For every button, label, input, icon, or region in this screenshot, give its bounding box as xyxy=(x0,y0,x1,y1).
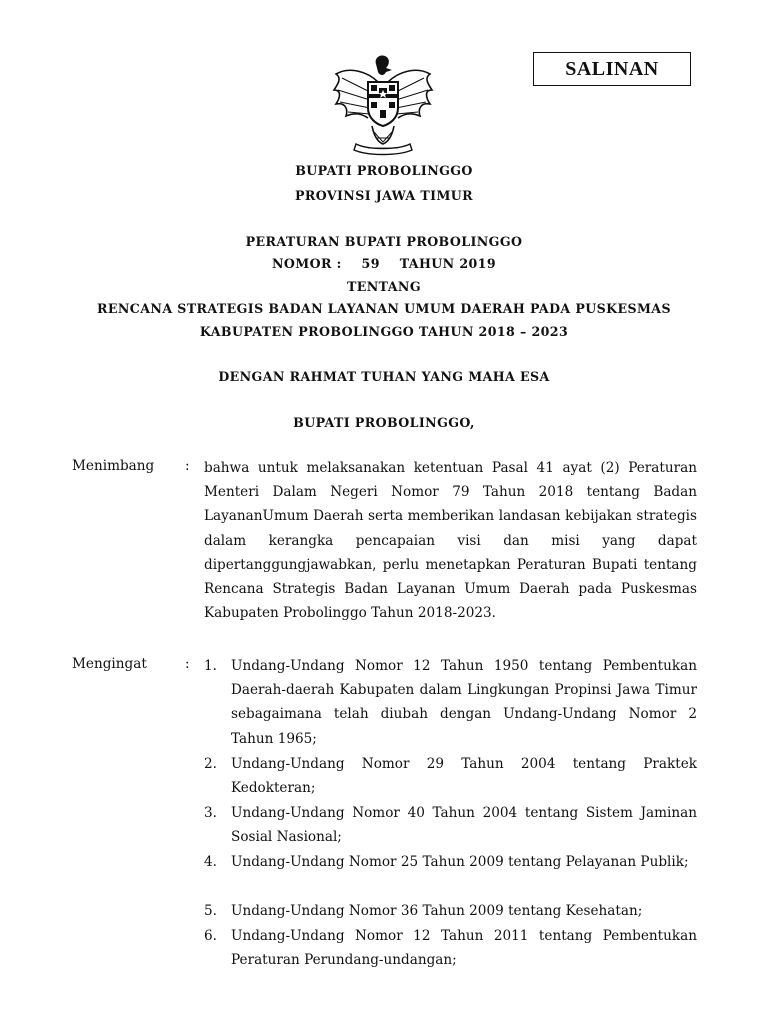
preamble: DENGAN RAHMAT TUHAN YANG MAHA ESA xyxy=(218,369,550,384)
garuda-emblem-icon xyxy=(328,52,438,156)
nomor-label: NOMOR : xyxy=(272,256,342,271)
list-item xyxy=(204,752,697,800)
regulation-title: PERATURAN BUPATI PROBOLINGGO xyxy=(245,234,523,249)
header-line-1: BUPATI PROBOLINGGO xyxy=(295,163,473,178)
subject-line-2: KABUPATEN PROBOLINGGO TAHUN 2018 – 2023 xyxy=(199,324,569,339)
salinan-stamp: SALINAN xyxy=(533,52,691,86)
list-item-number: 5. xyxy=(204,903,217,919)
tahun-label: TAHUN 2019 xyxy=(399,256,496,271)
list-item-number: 6. xyxy=(204,928,217,944)
list-item-text: Undang-Undang Nomor 29 Tahun 2004 tentang Praktek Kedokteran; xyxy=(231,756,697,797)
tentang-label: TENTANG xyxy=(346,279,421,294)
list-item-number: 1. xyxy=(204,658,217,674)
regulation-number-line xyxy=(0,256,768,271)
list-item xyxy=(204,850,697,874)
header-line-2: PROVINSI JAWA TIMUR xyxy=(294,188,474,203)
mengingat-colon: : xyxy=(185,656,190,672)
menimbang-label: Menimbang xyxy=(72,458,155,474)
list-item-text: Undang-Undang Nomor 12 Tahun 1950 tentang Pembentukan Daerah-daerah Kabupaten dalam Lingkungan Propinsi Jawa Timur sebagaimana telah diubah dengan Undang-Undang Nomor 2 Tahun 1965; xyxy=(231,658,697,747)
list-item-number: 4. xyxy=(204,854,217,870)
menimbang-text: bahwa untuk melaksanakan ketentuan Pasal 41 ayat (2) Peraturan Menteri Dalam Negeri Nomor 79 Tahun 2018 tentang Badan LayananUmum Daerah serta memberikan landasan kebijakan strategis dalam kerangka pencapaian visi dan misi yang dapat dipertanggungjawabkan, perlu menetapkan Peraturan Bupati tentang Rencana Strategis Badan Layanan Umum Daerah pada Puskesmas Kabupaten Probolinggo Tahun 2018-2023. xyxy=(204,460,697,622)
list-item-number: 2. xyxy=(204,756,217,772)
list-item xyxy=(204,899,697,923)
mengingat-label: Mengingat xyxy=(72,656,147,672)
list-item-text: Undang-Undang Nomor 36 Tahun 2009 tentang Kesehatan; xyxy=(231,903,643,919)
list-item-text: Undang-Undang Nomor 12 Tahun 2011 tentang Pembentukan Peraturan Perundang-undangan; xyxy=(231,928,697,969)
nomor-value: 59 xyxy=(361,256,380,271)
list-item xyxy=(204,924,697,972)
issuer: BUPATI PROBOLINGGO, xyxy=(293,415,475,430)
list-item-number: 3. xyxy=(204,805,217,821)
list-item xyxy=(204,654,697,751)
list-item-text: Undang-Undang Nomor 25 Tahun 2009 tentang Pelayanan Publik; xyxy=(231,854,689,870)
list-item xyxy=(204,801,697,849)
list-item-text: Undang-Undang Nomor 40 Tahun 2004 tentang Sistem Jaminan Sosial Nasional; xyxy=(231,805,697,846)
subject-line-1: RENCANA STRATEGIS BADAN LAYANAN UMUM DAERAH PADA PUSKESMAS xyxy=(97,301,671,316)
menimbang-colon: : xyxy=(185,458,190,474)
